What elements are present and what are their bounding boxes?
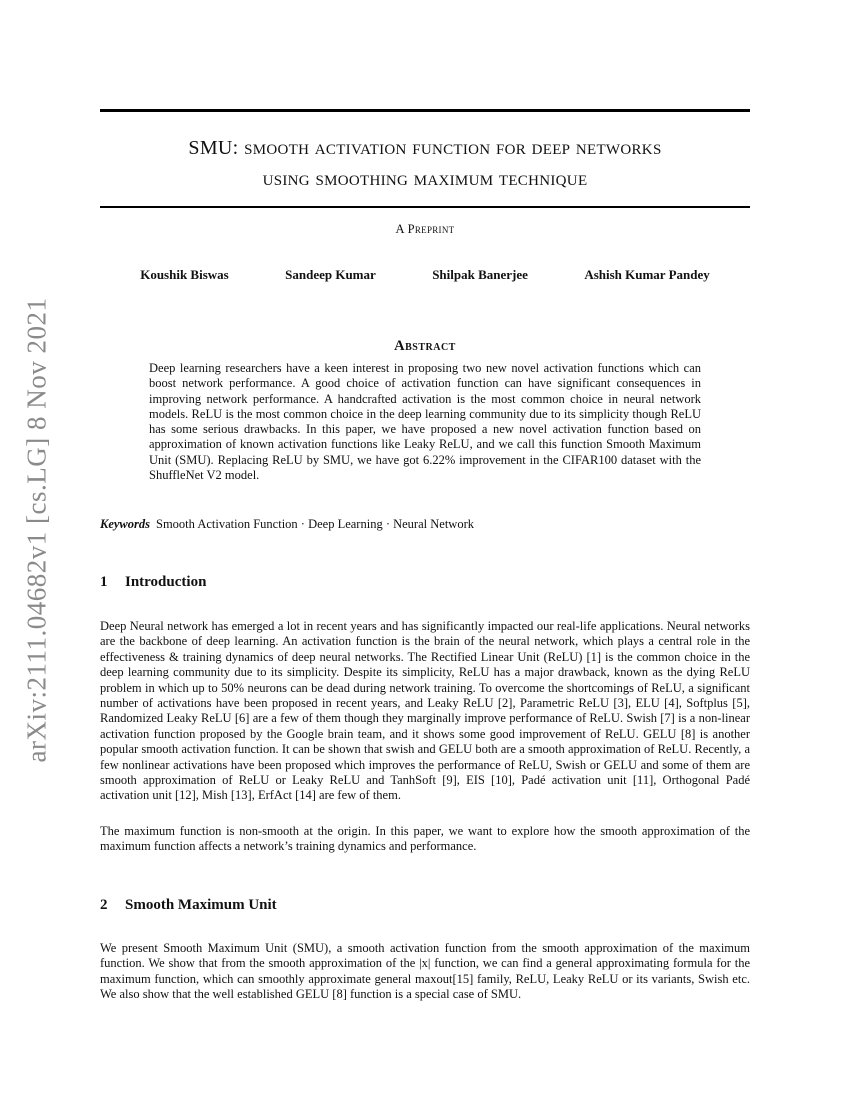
smu-paragraph-1: We present Smooth Maximum Unit (SMU), a smooth activation function from the smooth approximation of the maximum function. We show that from the smooth approximation of the |x| function, we can find a general approximating formula for the maximum function, which can smoothly approximate general maxout[15] family, ReLU, Leaky ReLU or its variants, Swish etc. We also show that the well established GELU [8] function is a special case of SMU. <box>100 941 750 1002</box>
author-list <box>100 267 750 283</box>
title-rule-bottom <box>100 206 750 208</box>
title-line-1 <box>100 132 750 163</box>
title-rule-top <box>100 109 750 112</box>
section-title: Smooth Maximum Unit <box>125 897 277 913</box>
paper-title <box>100 132 750 193</box>
section-number: 2 <box>100 897 108 913</box>
title-line-2: using smoothing maximum technique <box>262 166 588 190</box>
author-name: Shilpak Banerjee <box>432 267 528 282</box>
abstract-text: Deep learning researchers have a keen interest in proposing two new novel activation functions which can boost network performance. A good choice of activation function can have significant consequences in improving network performance. A handcrafted activation is the most common choice in neural network models. ReLU is the most common choice in the deep learning community due to its simplicity though ReLU has some serious drawbacks. In this paper, we have proposed a new novel activation function based on approximation of known activation functions like Leaky ReLU, and we call this function Smooth Maximum Unit (SMU). Replacing ReLU by SMU, we have got 6.22% improvement in the CIFAR100 dataset with the ShuffleNet V2 model. <box>149 361 701 483</box>
introduction-paragraph-1: Deep Neural network has emerged a lot in recent years and has significantly impacted our real-life applications. Neural networks are the backbone of deep learning. An activation function is the brain of the neural network, which plays a central role in the effectiveness & training dynamics of deep neural networks. The Rectified Linear Unit (ReLU) [1] is the common choice in the deep learning community due to its simplicity. Despite its simplicity, ReLU has a major drawback, known as the dying ReLU problem in which up to 50% neurons can be dead during network training. To overcome the shortcomings of ReLU, a significant number of activations have been proposed in recent years, and Leaky ReLU [2], Parametric ReLU [3], ELU [4], Softplus [5], Randomized Leaky ReLU [6] are a few of them though they marginally improve performance of ReLU. Swish [7] is a non-linear activation function proposed by the Google brain team, and it shows some good improvement of ReLU. GELU [8] is another popular smooth activation function. It can be shown that swish and GELU both are a smooth approximation of ReLU. Recently, a few nonlinear activations have been proposed which improves the performance of ReLU, Swish or GELU and some of them are smooth approximation of ReLU or Leaky ReLU and TanhSoft [9], EIS [10], Padé activation unit [11], Orthogonal Padé activation unit [12], Mish [13], ErfAct [14] are few of them. <box>100 619 750 803</box>
author-name: Sandeep Kumar <box>285 267 376 282</box>
section-title: Introduction <box>125 574 207 590</box>
section-number: 1 <box>100 574 108 590</box>
author-name: Koushik Biswas <box>140 267 229 282</box>
title-rest: smooth activation function for deep networks <box>238 135 662 159</box>
arxiv-sidebar-stamp <box>12 290 62 770</box>
preprint-label: A Preprint <box>395 222 455 236</box>
keywords-label: Keywords <box>100 517 150 531</box>
section-heading-introduction <box>100 574 750 591</box>
keywords-text: Smooth Activation Function · Deep Learning · Neural Network <box>156 517 474 531</box>
section-heading-smooth-maximum-unit <box>100 897 750 914</box>
keywords <box>100 517 750 532</box>
abstract-heading: Abstract <box>394 338 456 354</box>
title-lead: SMU: <box>188 137 239 159</box>
author-name: Ashish Kumar Pandey <box>584 267 710 282</box>
arxiv-identifier: arXiv:2111.04682v1 [cs.LG] 8 Nov 2021 <box>21 297 52 763</box>
introduction-paragraph-2: The maximum function is non-smooth at the origin. In this paper, we want to explore how the smooth approximation of the maximum function affects a network’s training dynamics and performance. <box>100 824 750 854</box>
